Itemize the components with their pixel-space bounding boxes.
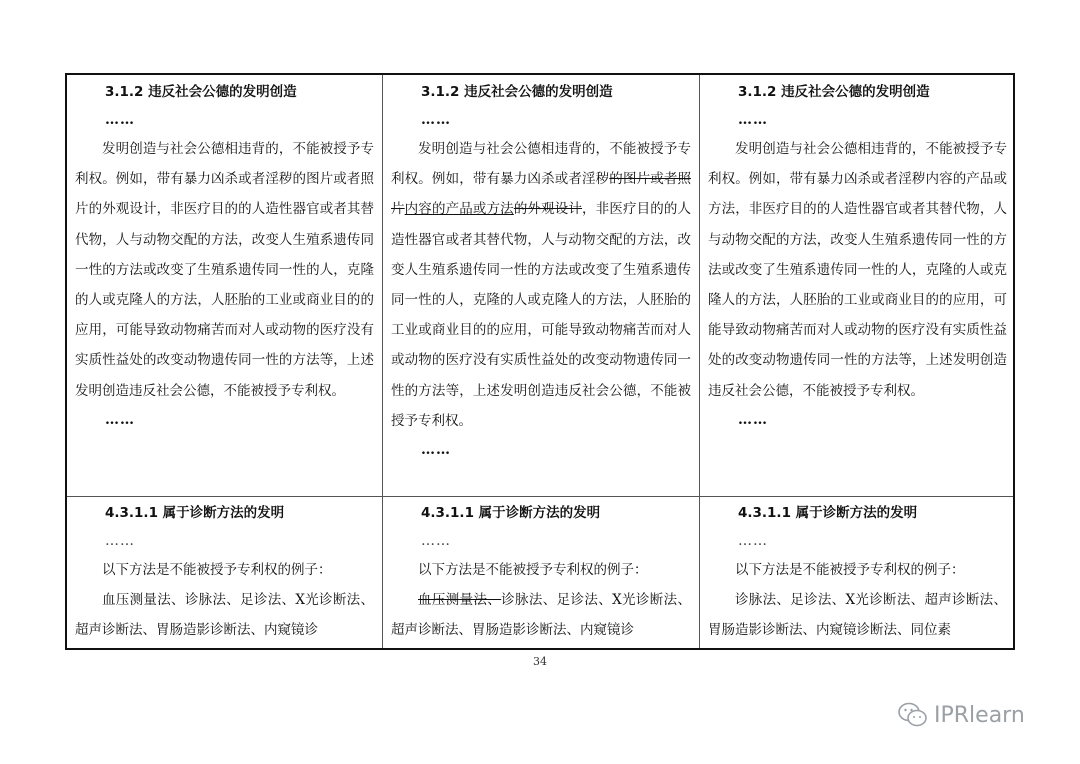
- section-heading: 4.3.1.1 属于诊断方法的发明: [421, 505, 601, 521]
- ellipsis: ……: [421, 112, 451, 128]
- section-heading: 3.1.2 违反社会公德的发明创造: [105, 84, 297, 100]
- sec1-col1-cell: [67, 78, 382, 496]
- section-heading: 3.1.2 违反社会公德的发明创造: [421, 84, 613, 100]
- sec2-col3-cell: [700, 499, 1015, 648]
- ellipsis: ……: [421, 442, 451, 459]
- ellipsis: ……: [421, 533, 451, 549]
- sec1-col2-cell: [383, 78, 699, 496]
- intro-text: 以下方法是不能被授予专利权的例子：: [418, 562, 648, 578]
- text-run: 发明创造与社会公德相违背的，不能被授予专利权。例如，带有暴力凶杀或者淫秽: [391, 141, 691, 188]
- page-number: 34: [533, 655, 547, 668]
- ellipsis: ……: [105, 112, 135, 128]
- section-heading: 4.3.1.1 属于诊断方法的发明: [105, 505, 285, 521]
- paragraph-revised: [391, 134, 691, 436]
- method-list-revised: [391, 585, 691, 645]
- text-run: 诊脉法、足诊法、X光诊断法、超声诊断法、胃肠造影诊断法、内窥镜诊: [391, 592, 691, 639]
- ellipsis: ……: [105, 533, 135, 549]
- deleted-text: 的外观设计: [513, 201, 583, 218]
- ellipsis: ……: [738, 533, 768, 549]
- comparison-table: [65, 73, 1015, 650]
- watermark-text: IPRlearn: [934, 702, 1025, 728]
- section-heading: 3.1.2 违反社会公德的发明创造: [738, 84, 930, 100]
- deleted-text: 血压测量法、: [418, 592, 502, 609]
- method-list: 诊脉法、足诊法、X光诊断法、超声诊断法、胃肠造影诊断法、内窥镜诊断法、同位素: [708, 592, 1007, 639]
- paragraph: 发明创造与社会公德相违背的，不能被授予专利权。例如，带有暴力凶杀或者淫秽内容的产品或方法，非医疗目的的人造性器官或者其替代物，人与动物交配的方法，改变人生殖系遗传同一性的方法或改变了生殖系遗传同一性的人，克隆的人或克隆人的方法，人胚胎的工业或商业目的的应用，可能导致动物痛苦而对人或动物的医疗没有实质性益处的改变动物遗传同一性的方法等，上述发明创造违反社会公德，不能被授予专利权。: [708, 141, 1007, 399]
- sec2-col1-cell: [67, 499, 382, 648]
- inserted-text: 内容的产品或方法: [404, 201, 514, 218]
- ellipsis: ……: [738, 112, 768, 128]
- deleted-text: 的图片或者照片: [391, 171, 692, 218]
- ellipsis: ……: [105, 411, 135, 428]
- intro-text: 以下方法是不能被授予专利权的例子：: [735, 562, 965, 578]
- wechat-icon: [898, 702, 928, 728]
- sec2-col2-cell: [383, 499, 699, 648]
- sec1-col3-cell: [700, 78, 1015, 496]
- paragraph: 发明创造与社会公德相违背的，不能被授予专利权。例如，带有暴力凶杀或者淫秽的图片或者照片的外观设计，非医疗目的的人造性器官或者其替代物，人与动物交配的方法，改变人生殖系遗传同一性的方法或改变了生殖系遗传同一性的人，克隆的人或克隆人的方法，人胚胎的工业或商业目的的应用，可能导致动物痛苦而对人或动物的医疗没有实质性益处的改变动物遗传同一性的方法等，上述发明创造违反社会公德，不能被授予专利权。: [75, 141, 374, 399]
- text-run: ，非医疗目的的人造性器官或者其替代物，人与动物交配的方法，改变人生殖系遗传同一性的方法或改变了生殖系遗传同一性的人，克隆的人或克隆人的方法，人胚胎的工业或商业目的的应用，可能导致动物痛苦而对人或动物的医疗没有实质性益处的改变动物遗传同一性的方法等，上述发明创造违反社会公德，不能被授予专利权。: [391, 201, 692, 429]
- section-heading: 4.3.1.1 属于诊断方法的发明: [738, 505, 918, 521]
- row-divider: [67, 496, 1013, 497]
- intro-text: 以下方法是不能被授予专利权的例子：: [102, 562, 332, 578]
- watermark: [898, 702, 1025, 728]
- ellipsis: ……: [738, 411, 768, 428]
- method-list: 血压测量法、诊脉法、足诊法、X光诊断法、超声诊断法、胃肠造影诊断法、内窥镜诊: [75, 592, 374, 639]
